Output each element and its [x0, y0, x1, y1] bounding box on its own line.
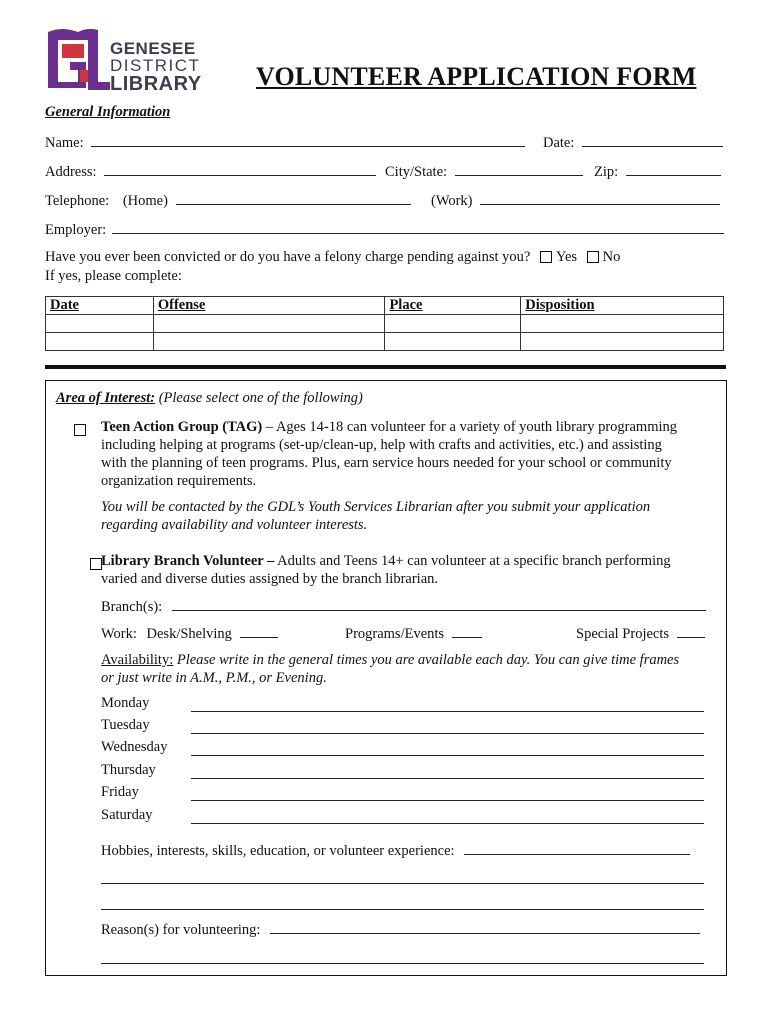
address-field[interactable] [104, 162, 376, 176]
friday-field[interactable] [191, 787, 704, 801]
col-place-header: Place [385, 297, 521, 315]
citystate-row [385, 162, 583, 181]
telephone-label: Telephone: [45, 193, 110, 209]
availability-description [101, 651, 721, 687]
conviction-table [45, 296, 724, 351]
home-phone-field[interactable] [176, 191, 411, 205]
hobbies-field-line[interactable] [101, 896, 704, 910]
tag-checkbox[interactable] [74, 424, 86, 436]
table-cell[interactable] [385, 333, 521, 351]
zip-field[interactable] [626, 162, 721, 176]
programs-events-field[interactable] [452, 624, 482, 638]
work-phone-label: (Work) [431, 193, 473, 209]
telephone-row [45, 191, 411, 210]
table-cell[interactable] [46, 315, 154, 333]
work-phone-field[interactable] [480, 191, 720, 205]
zip-row [594, 162, 721, 181]
programs-events-row [345, 624, 482, 643]
citystate-label: City/State: [385, 164, 448, 180]
name-row [45, 133, 525, 152]
programs-events-label: Programs/Events [345, 626, 445, 642]
branches-label: Branch(s): [101, 599, 163, 615]
table-cell[interactable] [521, 333, 724, 351]
area-of-interest-note: (Please select one of the following) [158, 390, 363, 406]
reasons-row [101, 920, 700, 939]
hobbies-row [101, 841, 690, 860]
library-logo-text [110, 40, 202, 94]
saturday-field[interactable] [191, 810, 704, 824]
page-title: VOLUNTEER APPLICATION FORM [256, 62, 697, 91]
table-row [46, 315, 724, 333]
felony-no-checkbox[interactable] [587, 251, 599, 263]
hobbies-field[interactable] [464, 841, 690, 855]
day-label: Saturday [101, 807, 153, 823]
day-label: Wednesday [101, 739, 168, 755]
employer-label: Employer: [45, 222, 107, 238]
col-offense-header: Offense [153, 297, 385, 315]
reasons-field-line[interactable] [101, 950, 704, 964]
library-logo [44, 26, 214, 96]
col-disposition-header: Disposition [521, 297, 724, 315]
date-field[interactable] [582, 133, 723, 147]
employer-field[interactable] [112, 220, 724, 234]
col-date-header: Date [46, 297, 154, 315]
hobbies-field-line[interactable] [101, 870, 704, 884]
tag-note-line: regarding availability and volunteer interests. [101, 517, 368, 533]
table-cell[interactable] [385, 315, 521, 333]
special-projects-row [576, 624, 705, 643]
table-cell[interactable] [46, 333, 154, 351]
employer-row [45, 220, 724, 239]
felony-question-row [45, 249, 620, 266]
branch-volunteer-description [101, 552, 721, 588]
table-row [46, 333, 724, 351]
date-row [543, 133, 723, 152]
tag-note-line: You will be contacted by the GDL’s Youth Services Librarian after you submit your application [101, 499, 651, 515]
day-label: Monday [101, 695, 150, 711]
branch-volunteer-title: Library Branch Volunteer – [101, 553, 275, 569]
tag-desc-line: with the planning of teen programs. Plus, earn service hours needed for your school or community [101, 455, 672, 471]
tag-contact-note [101, 498, 721, 534]
address-row [45, 162, 376, 181]
conviction-table-header [46, 297, 724, 315]
tag-description [101, 418, 721, 490]
hobbies-label: Hobbies, interests, skills, education, or volunteer experience: [101, 843, 455, 859]
branches-field[interactable] [172, 597, 706, 611]
tag-desc-line: including helping at programs (set-up/clean-up, help with crafts and activities, etc.) and assisting [101, 437, 662, 453]
tuesday-field[interactable] [191, 720, 704, 734]
date-label: Date: [543, 135, 575, 151]
work-label: Work: [101, 626, 137, 642]
reasons-label: Reason(s) for volunteering: [101, 922, 261, 938]
work-phone-row [431, 191, 720, 210]
home-phone-label: (Home) [122, 193, 168, 209]
monday-field[interactable] [191, 698, 704, 712]
logo-line-district: DISTRICT [110, 56, 201, 75]
name-field[interactable] [91, 133, 525, 147]
if-yes-text: If yes, please complete: [45, 268, 182, 284]
table-cell[interactable] [521, 315, 724, 333]
area-of-interest-heading-row [56, 390, 363, 407]
tag-desc-line: – Ages 14-18 can volunteer for a variety of youth library programming [262, 419, 678, 435]
day-label: Friday [101, 784, 139, 800]
citystate-field[interactable] [455, 162, 583, 176]
day-label: Tuesday [101, 717, 150, 733]
name-label: Name: [45, 135, 84, 151]
thursday-field[interactable] [191, 765, 704, 779]
branches-row [101, 597, 706, 616]
special-projects-field[interactable] [677, 624, 705, 638]
felony-yes-label: Yes [555, 249, 578, 265]
branch-desc-line: varied and diverse duties assigned by the branch librarian. [101, 571, 439, 587]
felony-no-label: No [602, 249, 621, 265]
logo-line-library: LIBRARY [110, 73, 202, 95]
availability-label: Availability: [101, 652, 174, 668]
reasons-field[interactable] [270, 920, 700, 934]
section-divider [45, 365, 726, 369]
wednesday-field[interactable] [191, 742, 704, 756]
availability-note-line: Please write in the general times you are available each day. You can give time frames [173, 652, 680, 668]
branch-desc-line: Adults and Teens 14+ can volunteer at a specific branch performing [274, 553, 671, 569]
table-cell[interactable] [153, 333, 385, 351]
felony-question: Have you ever been convicted or do you have a felony charge pending against you? [45, 249, 531, 265]
general-information-heading: General Information [45, 104, 171, 120]
felony-yes-checkbox[interactable] [540, 251, 552, 263]
availability-note-line: or just write in A.M., P.M., or Evening. [101, 670, 327, 686]
special-projects-label: Special Projects [576, 626, 670, 642]
branch-volunteer-checkbox[interactable] [90, 558, 102, 570]
area-of-interest-heading: Area of Interest: [56, 390, 156, 406]
logo-line-genesee: GENESEE [110, 39, 196, 58]
desk-shelving-field[interactable] [240, 624, 278, 638]
address-label: Address: [45, 164, 97, 180]
tag-title: Teen Action Group (TAG) [101, 419, 263, 435]
desk-shelving-label: Desk/Shelving [146, 626, 232, 642]
work-options-row [101, 624, 278, 643]
library-logo-icon [44, 26, 114, 96]
table-cell[interactable] [153, 315, 385, 333]
zip-label: Zip: [594, 164, 619, 180]
tag-desc-line: organization requirements. [101, 473, 257, 489]
day-label: Thursday [101, 762, 156, 778]
